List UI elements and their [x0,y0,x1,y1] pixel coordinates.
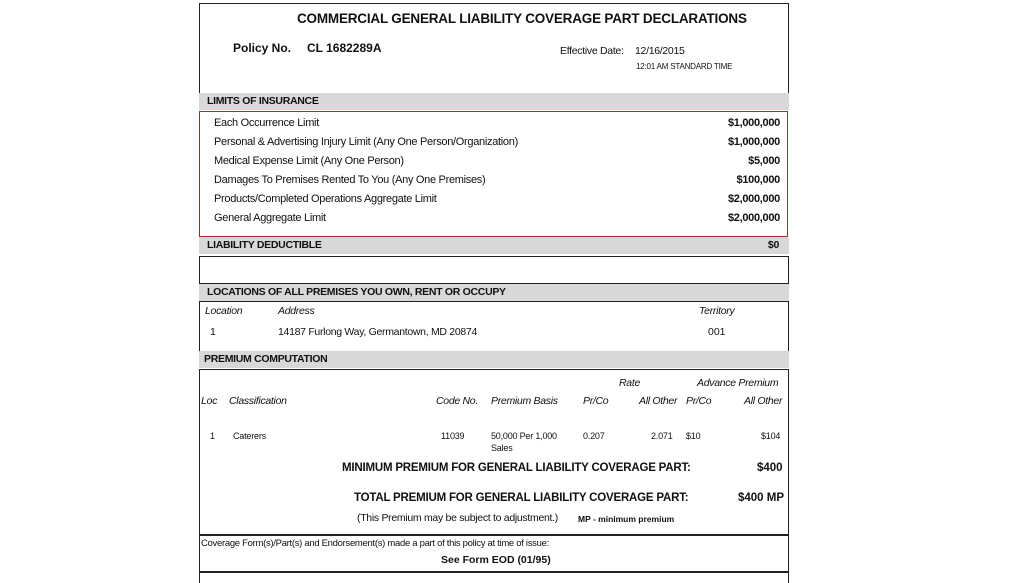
effective-time: 12:01 AM STANDARD TIME [636,62,733,71]
forms-text: Coverage Form(s)/Part(s) and Endorsement(s) made a part of this policy at time of issue: [201,538,549,549]
col-classification: Classification [229,395,287,407]
row-adv-other: $104 [761,431,781,441]
deductible-bar [199,237,789,254]
deductible-label: LIABILITY DEDUCTIBLE [207,239,322,251]
header-box [199,3,789,94]
row-adv-prco: $10 [686,431,701,441]
deductible-box [199,256,789,284]
deductible-value: $0 [767,239,779,251]
group-advance: Advance Premium [697,377,779,389]
location-number: 1 [210,326,216,338]
location-address: 14187 Furlong Way, Germantown, MD 20874 [278,326,477,338]
policy-label: Policy No. [233,41,292,55]
declarations-page [199,3,789,576]
policy-number: CL 1682289A [307,41,382,55]
minimum-premium-label: MINIMUM PREMIUM FOR GENERAL LIABILITY COVERAGE PART: [342,462,691,474]
col-territory: Territory [699,305,735,317]
locations-section-header: LOCATIONS OF ALL PREMISES YOU OWN, RENT OR OCCUPY [199,284,789,301]
col-adv-other: All Other [744,395,783,407]
premium-section-header: PREMIUM COMPUTATION [199,351,789,368]
row-loc: 1 [210,431,215,441]
col-code: Code No. [436,395,478,407]
total-premium-value: $400 MP [738,492,785,504]
page-title: COMMERCIAL GENERAL LIABILITY COVERAGE PART DECLARATIONS [297,11,747,26]
row-basis-1: 50,000 Per 1,000 [491,431,557,441]
col-loc: Loc [201,395,218,407]
limit-row: General Aggregate Limit $2,000,000 [214,212,780,224]
limit-row: Medical Expense Limit (Any One Person) $5,000 [214,155,780,167]
minimum-premium-value: $400 [757,462,783,474]
group-rate: Rate [619,377,640,389]
see-form: See Form EOD (01/95) [441,554,551,566]
row-code: 11039 [441,431,465,441]
forms-box [199,535,789,572]
row-basis-2: Sales [491,443,513,453]
adjustment-note: (This Premium may be subject to adjustment.) [357,512,558,524]
col-rate-prco: Pr/Co [583,395,609,407]
premium-box [199,369,789,535]
mp-note: MP - minimum premium [578,514,675,524]
limits-box [199,111,788,237]
row-classification: Caterers [233,431,266,441]
limit-row: Personal & Advertising Injury Limit (Any One Person/Organization) $1,000,000 [214,136,780,148]
col-basis: Premium Basis [491,395,558,407]
row-rate-prco: 0.207 [583,431,605,441]
limit-row: Each Occurrence Limit $1,000,000 [214,117,780,129]
next-box [199,572,789,583]
locations-box [199,301,789,352]
row-rate-other: 2.071 [651,431,673,441]
col-adv-prco: Pr/Co [686,395,712,407]
col-location: Location [205,305,243,317]
col-address: Address [278,305,315,317]
effective-label: Effective Date: [560,45,624,57]
limits-section-header: LIMITS OF INSURANCE [199,93,789,110]
limit-row: Products/Completed Operations Aggregate Limit $2,000,000 [214,193,780,205]
col-rate-other: All Other [639,395,678,407]
effective-date: 12/16/2015 [635,45,685,57]
total-premium-label: TOTAL PREMIUM FOR GENERAL LIABILITY COVERAGE PART: [354,492,689,504]
location-territory: 001 [708,326,726,338]
limit-row: Damages To Premises Rented To You (Any One Premises) $100,000 [214,174,780,186]
